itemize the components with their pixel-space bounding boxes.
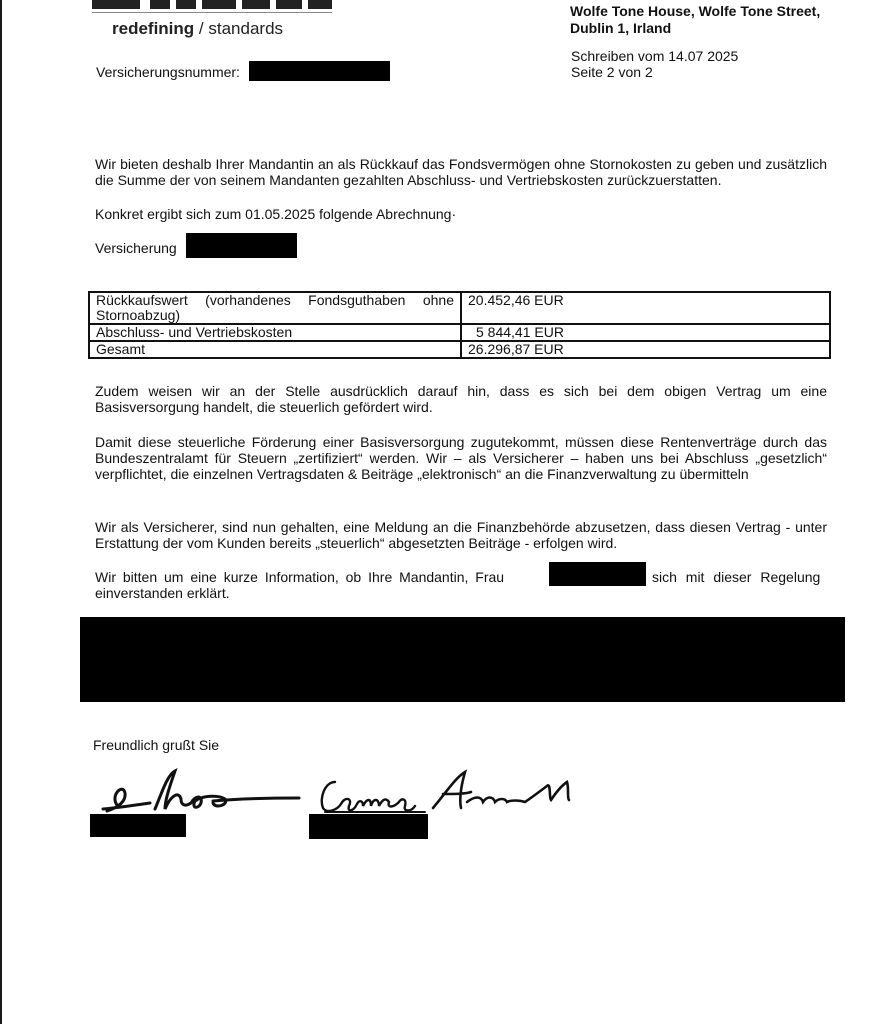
- page-edge: [0, 0, 2, 1024]
- table-cell-value: 26.296,87 EUR: [461, 341, 830, 358]
- paragraph-request-part1: Wir bitten um eine kurze Information, ob Ihre Mandantin, Frau: [95, 569, 505, 585]
- company-address: [570, 3, 820, 37]
- policy-number-label: Versicherungsnummer:: [96, 64, 240, 80]
- redacted-signatory-2: [309, 814, 428, 839]
- insurance-label: Versicherung: [95, 240, 177, 256]
- redacted-signatory-1: [90, 814, 186, 837]
- table-cell-value: 20.452,46 EUR: [461, 292, 830, 324]
- paragraph-meldung: Wir als Versicherer, sind nun gehalten, eine Meldung an die Finanzbehörde abzusetzen, dass diesen Vertrag - unter Erstattung der vom Kunden bereits „steuerlich“ abgesetzten Beiträge - erfolgen wird.: [95, 519, 827, 551]
- redacted-insurance-number: [186, 233, 297, 258]
- paragraph-request-part2-a: sich mit dieser Regelung: [652, 569, 821, 585]
- settlement-table: [88, 291, 831, 359]
- table-row: [89, 324, 830, 341]
- company-logo: [92, 0, 332, 16]
- paragraph-offer: Wir bieten deshalb Ihrer Mandantin an als Rückkauf das Fondsvermögen ohne Stornokosten zu geben und zusätzlich die Summe der von seinem Mandanten gezahlten Abschluss- und Vertriebskosten zurückzuerstatten.: [95, 156, 827, 188]
- page-number: Seite 2 von 2: [571, 64, 653, 80]
- redacted-block: [80, 617, 845, 702]
- logo-tagline: [112, 19, 283, 39]
- letter-meta: [571, 48, 738, 80]
- table-cell-value: 5 844,41 EUR: [461, 324, 830, 341]
- table-cell-label: Abschluss- und Vertriebskosten: [89, 324, 461, 341]
- tagline-rest: standards: [208, 19, 284, 38]
- address-line-1: Wolfe Tone House, Wolfe Tone Street,: [570, 3, 821, 19]
- paragraph-basisversorgung: Zudem weisen wir an der Stelle ausdrücklich darauf hin, dass es sich bei dem obigen Vertrag um eine Basisversorgung handelt, die steuerlich gefördert wird.: [95, 383, 827, 415]
- paragraph-foerderung: Damit diese steuerliche Förderung einer Basisversorgung zugutekommt, müssen diese Rentenverträge durch das Bundeszentralamt für Steuern „zertifiziert“ werden. Wir – als Versicherer – haben uns bei Abschluss „gesetzlich“ verpflichtet, die einzelnen Vertragsdaten & Beiträge „elektronisch“ an die Finanzverwaltung zu übermitteln: [95, 434, 827, 482]
- table-row: [89, 292, 830, 324]
- paragraph-settlement-intro: Konkret ergibt sich zum 01.05.2025 folgende Abrechnung·: [95, 206, 457, 222]
- address-line-2: Dublin 1, Irland: [570, 20, 672, 36]
- closing-salutation: Freundlich grußt Sie: [93, 737, 220, 753]
- redacted-policy-number: [249, 61, 390, 81]
- redacted-client-name: [549, 562, 646, 586]
- paragraph-request-part2-b: einverstanden erklärt.: [95, 585, 230, 601]
- signature-2: [315, 768, 585, 820]
- table-cell-label: Rückkaufswert (vorhandenes Fondsguthaben ohne Stornoabzug): [89, 292, 461, 324]
- tagline-slash: /: [198, 19, 204, 38]
- letter-date: Schreiben vom 14.07 2025: [571, 48, 739, 64]
- table-row: [89, 341, 830, 358]
- tagline-bold: redefining: [112, 19, 195, 38]
- table-cell-label: Gesamt: [89, 341, 461, 358]
